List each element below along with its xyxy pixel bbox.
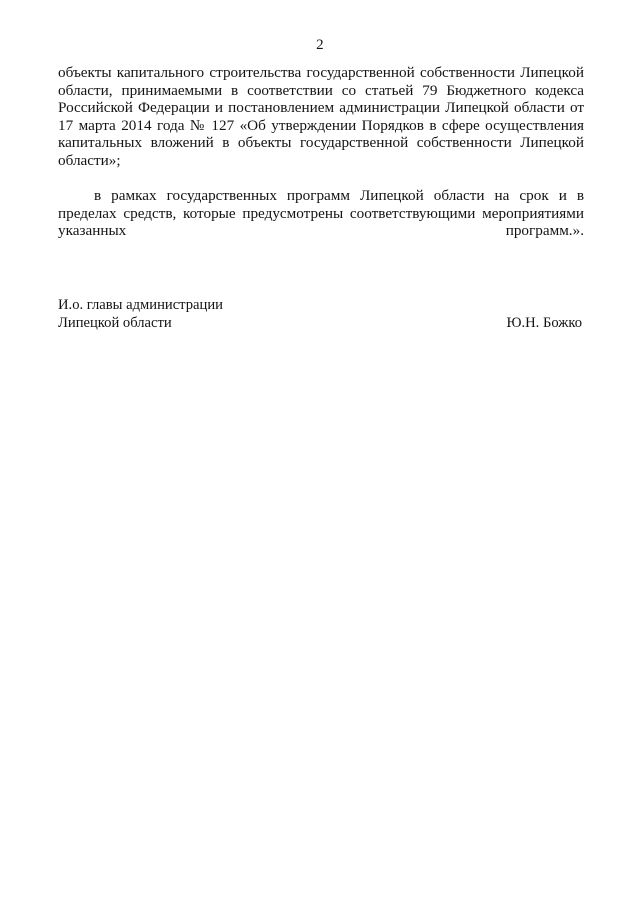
signatory-title-line-1: И.о. главы администрации (58, 297, 223, 313)
signatory-name-wrap (506, 296, 584, 332)
signature-spacer (506, 296, 584, 314)
paragraph-programs: в рамках государственных программ Липецкой области на срок и в пределах средств, которые предусмотрены соответствующими мероприятиями указанных программ.». (58, 187, 584, 240)
paragraph-continuation: объекты капитального строительства государственной собственности Липецкой области, принимаемыми в соответствии со статьей 79 Бюджетного кодекса Российской Федерации и постановлением администрации Липецкой области от 17 марта 2014 года № 127 «Об утверждении Порядков в сфере осуществления капитальных вложений в объекты государственной собственности Липецкой области»; (58, 64, 584, 169)
document-body (58, 64, 584, 258)
page-number: 2 (316, 37, 324, 53)
signature-block (58, 296, 584, 332)
signature-row (58, 296, 584, 332)
signatory-name: Ю.Н. Божко (506, 315, 582, 331)
signatory-title (58, 296, 223, 332)
signatory-title-line-2: Липецкой области (58, 315, 172, 331)
